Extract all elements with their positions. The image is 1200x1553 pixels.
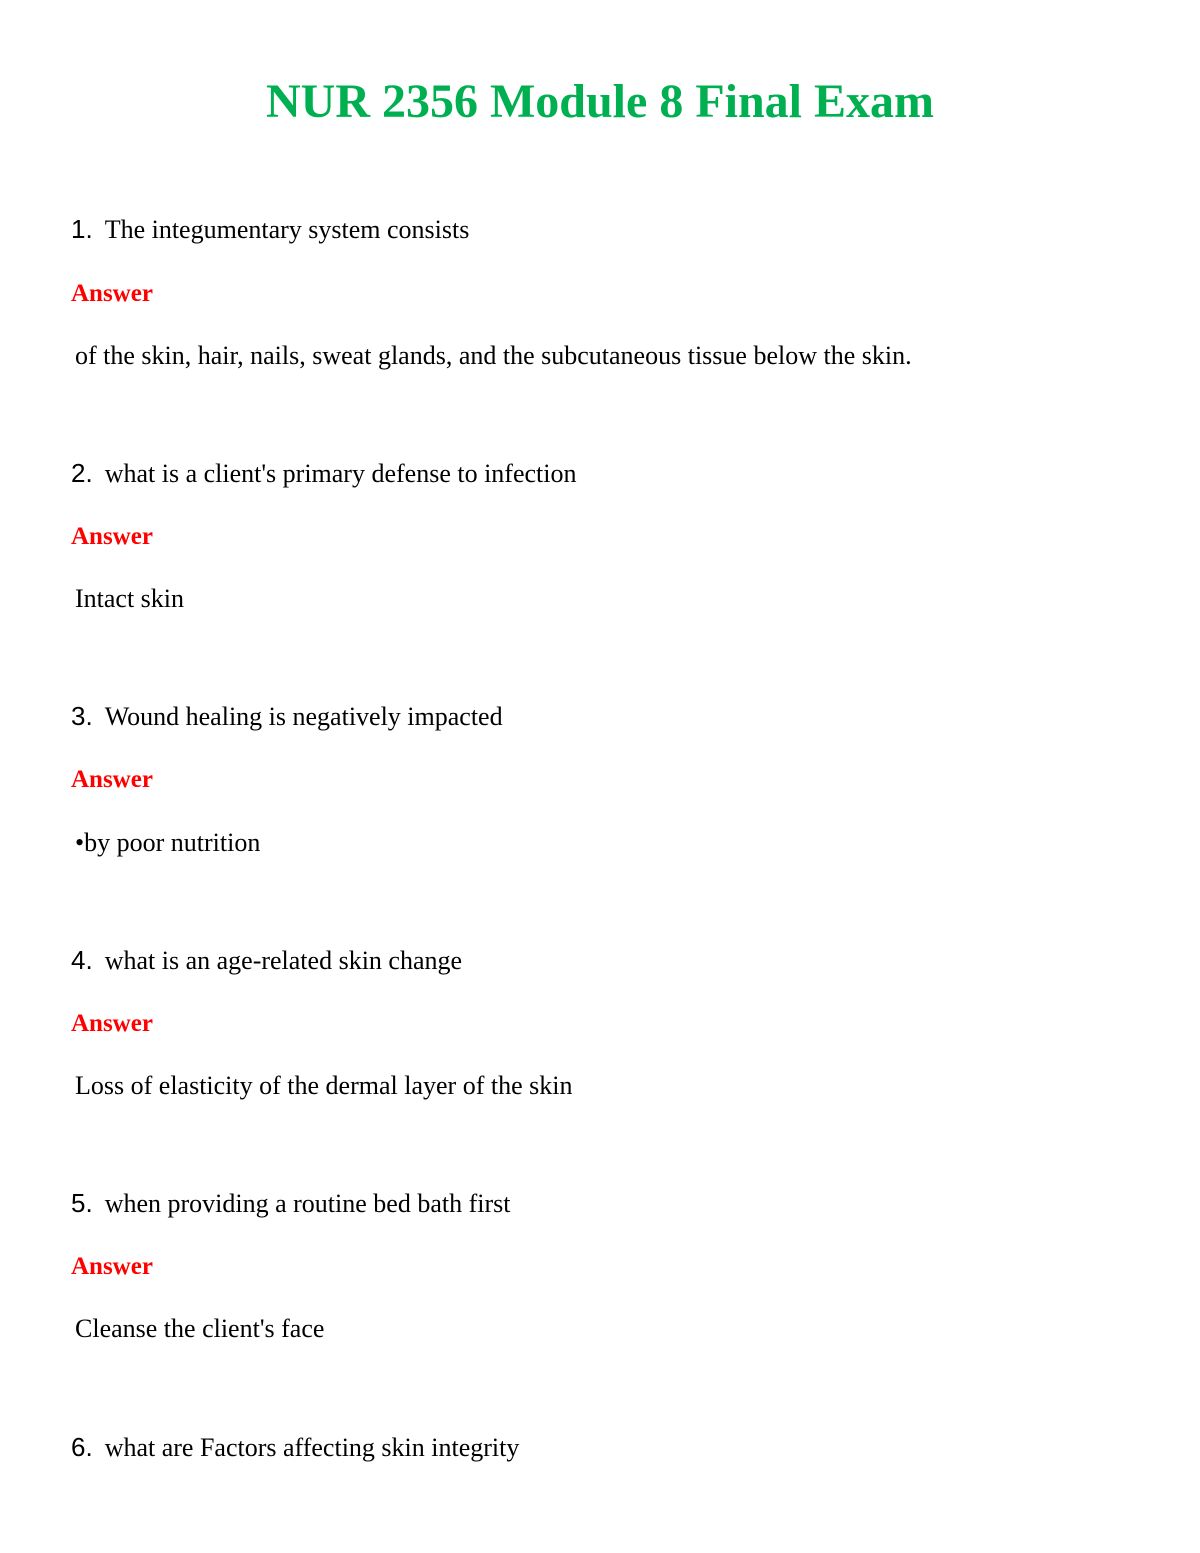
question-text: what is an age-related skin change bbox=[104, 946, 463, 975]
question-number: 3. bbox=[71, 701, 93, 731]
question-number: 4. bbox=[71, 945, 93, 975]
question-3 bbox=[71, 701, 503, 732]
question-number: 5. bbox=[71, 1188, 93, 1218]
answer-label: Answer bbox=[71, 280, 153, 307]
question-4 bbox=[71, 945, 462, 976]
question-5 bbox=[71, 1188, 510, 1219]
answer-text: Loss of elasticity of the dermal layer of the skin bbox=[75, 1071, 573, 1100]
question-number: 6. bbox=[71, 1432, 93, 1462]
answer-text: of the skin, hair, nails, sweat glands, and the subcutaneous tissue below the skin. bbox=[75, 341, 912, 370]
question-6 bbox=[71, 1432, 519, 1463]
question-text: what is a client's primary defense to infection bbox=[104, 459, 577, 488]
question-text: Wound healing is negatively impacted bbox=[104, 702, 503, 731]
answer-label: Answer bbox=[71, 1253, 153, 1280]
answer-label: Answer bbox=[71, 766, 153, 793]
answer-text: Intact skin bbox=[75, 584, 185, 613]
answer-label: Answer bbox=[71, 1010, 153, 1037]
answer-label: Answer bbox=[71, 523, 153, 550]
question-text: when providing a routine bed bath first bbox=[104, 1189, 511, 1218]
question-2 bbox=[71, 458, 577, 489]
answer-text: •by poor nutrition bbox=[75, 828, 261, 857]
page-title: NUR 2356 Module 8 Final Exam bbox=[265, 75, 934, 128]
question-number: 1. bbox=[71, 214, 93, 244]
question-number: 2. bbox=[71, 458, 93, 488]
answer-text: Cleanse the client's face bbox=[75, 1314, 325, 1343]
question-1 bbox=[71, 214, 469, 245]
question-text: The integumentary system consists bbox=[104, 215, 470, 244]
question-text: what are Factors affecting skin integrity bbox=[104, 1433, 520, 1462]
